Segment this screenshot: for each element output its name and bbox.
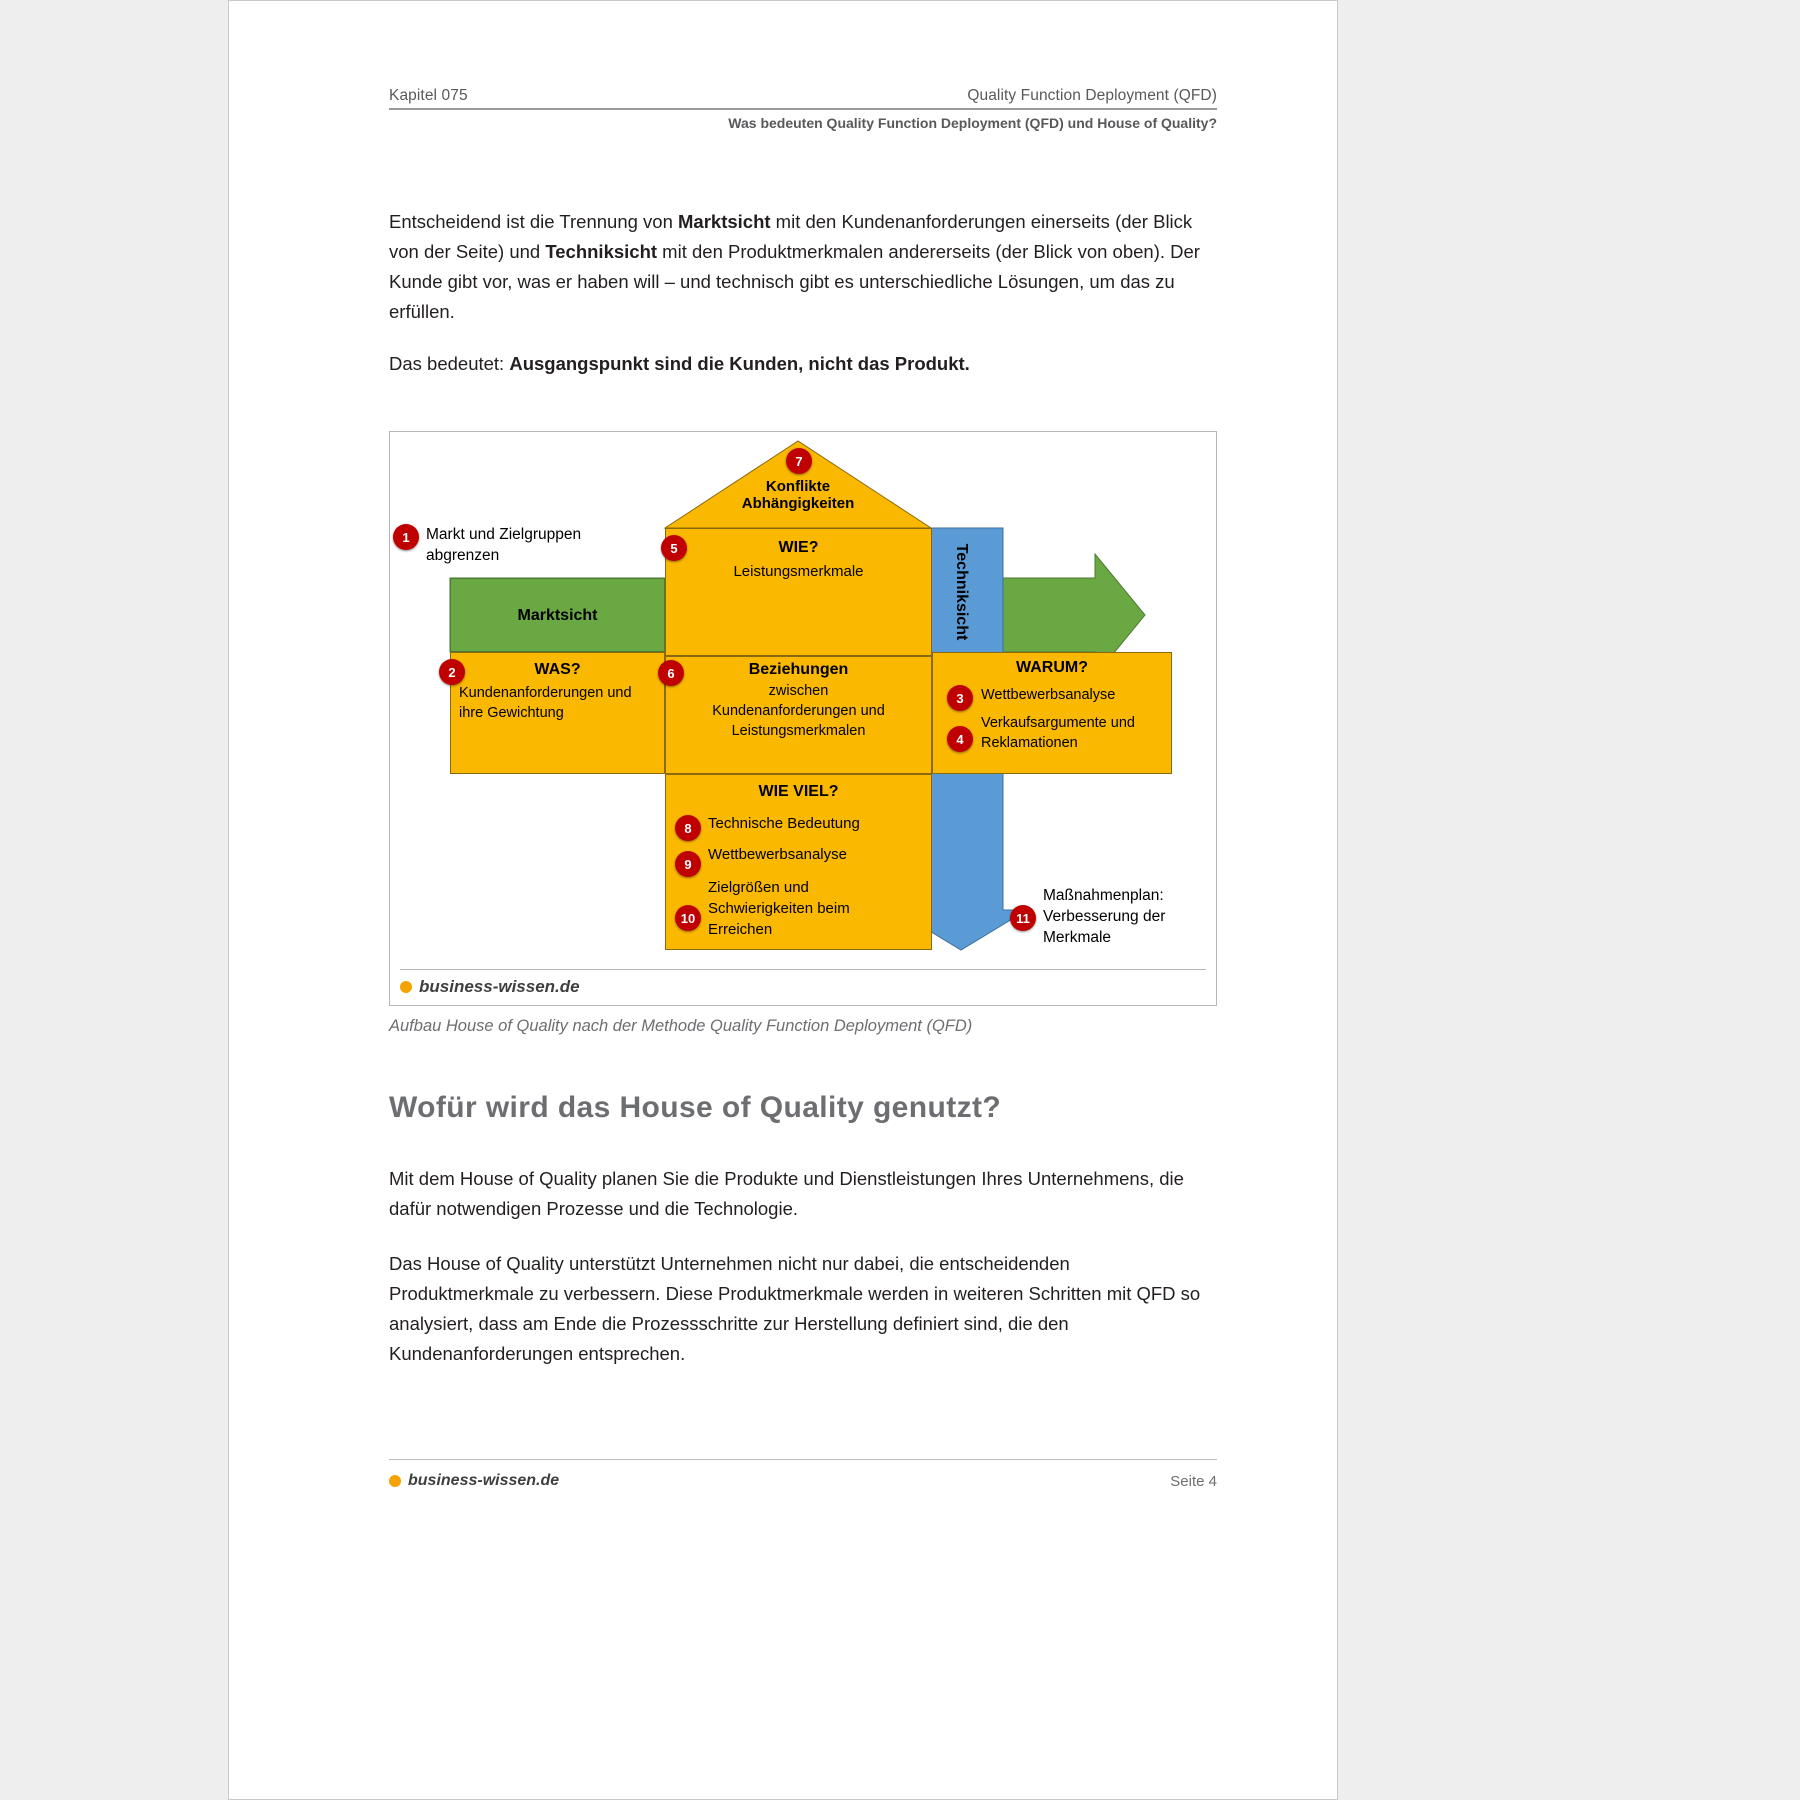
markt-line-1: Markt und Zielgruppen [426,526,582,543]
block-wie [665,528,932,656]
warum-item-4-line-2: Reklamationen [981,735,1078,751]
wieviel-item-10-line-2: Schwierigkeiten beim [708,900,850,917]
beziehungen-line-2: Kundenanforderungen und [712,703,885,719]
label-massnahmenplan [1043,885,1223,948]
marktsicht-label: Marktsicht [517,607,598,624]
badge-4: 4 [947,726,973,752]
block-marktsicht [450,578,665,652]
massnahmen-line-3: Merkmale [1043,929,1112,946]
page-number: Seite 4 [1170,1472,1217,1490]
footer-brand-dot-icon [389,1475,401,1487]
wie-subtitle: Leistungsmerkmale [733,563,864,580]
techniksicht-label: Techniksicht [953,543,970,641]
block-was [450,652,665,774]
roof-line-1: Konflikte [765,478,831,495]
paragraph-3: Mit dem House of Quality planen Sie die Produkte und Dienstleistungen Ihres Unternehmens, die dafür notwendigen Prozesse und die Technologie. [389,1168,1184,1219]
badge-8: 8 [675,815,701,841]
figure-brand [400,969,1206,997]
roof-labels [695,478,901,512]
badge-10: 10 [675,905,701,931]
was-title: WAS? [534,661,581,678]
badge-7: 7 [786,448,812,474]
header-title: Quality Function Deployment (QFD) [967,87,1217,104]
badge-3: 3 [947,685,973,711]
figure-caption: Aufbau House of Quality nach der Methode Quality Function Deployment (QFD) [389,1017,973,1035]
brand-dot-icon [400,981,412,993]
massnahmen-line-2: Verbesserung der [1043,908,1166,925]
wieviel-item-9: Wettbewerbsanalyse [708,846,847,863]
paragraph-2 [389,349,1219,379]
label-markt-zielgruppen [426,524,626,566]
figure-diagram [390,432,1216,1005]
warum-item-4-line-1: Verkaufsargumente und [981,715,1135,731]
wieviel-title: WIE VIEL? [758,783,839,800]
markt-line-2: abgrenzen [426,547,500,564]
p1-part-c: mit den Kundenanforderungen einerseits (der Blick von der Seite) und [389,211,1193,262]
section-heading: Wofür wird das House of Quality genutzt? [389,1091,1002,1124]
block-beziehungen [665,656,932,774]
block-techniksicht [919,528,1003,656]
beziehungen-line-1: zwischen [768,683,829,699]
document-page [228,0,1338,1800]
p2-bold: Ausgangspunkt sind die Kunden, nicht das Produkt. [509,353,970,374]
page-header [389,87,1217,131]
badge-6: 6 [658,660,684,686]
header-top-row [389,87,1217,105]
beziehungen-title: Beziehungen [748,661,849,678]
footer-brand-label: business-wissen.de [408,1472,560,1489]
wieviel-item-10-line-1: Zielgrößen und [708,879,809,896]
warum-item-3: Wettbewerbsanalyse [981,687,1116,703]
footer-divider [389,1459,1217,1460]
massnahmen-line-1: Maßnahmenplan: [1043,887,1164,904]
figure-house-of-quality [389,431,1217,1006]
header-subtitle: Was bedeuten Quality Function Deployment (QFD) und House of Quality? [728,115,1217,131]
paragraph-1 [389,207,1219,327]
p1-bold-marktsicht: Marktsicht [678,211,771,232]
wieviel-item-8: Technische Bedeutung [708,815,860,832]
was-line-2: ihre Gewichtung [459,705,564,721]
p1-part-d: mit den Produktmerkmalen andererseits (der Blick von oben). Der Kunde gibt vor, was er haben will – und technisch gibt es unterschiedliche Lösungen, um das zu erfüllen. [389,241,1200,322]
badge-2: 2 [439,659,465,685]
badge-1: 1 [393,524,419,550]
chapter-label: Kapitel 075 [389,87,468,104]
header-divider [389,108,1217,110]
block-wie-viel [665,774,932,950]
page-footer [389,1459,1217,1490]
footer-row [389,1472,1217,1490]
badge-11: 11 [1010,905,1036,931]
was-line-1: Kundenanforderungen und [459,685,632,701]
warum-title: WARUM? [1016,659,1088,676]
wie-title: WIE? [778,539,819,556]
wieviel-item-10-line-3: Erreichen [708,921,773,938]
beziehungen-line-3: Leistungsmerkmalen [731,723,866,739]
paragraph-4: Das House of Quality unterstützt Unternehmen nicht nur dabei, die entscheidenden Produktmerkmale zu verbessern. Diese Produktmerkmale werden in weiteren Schritten mit QFD so analysiert, dass am Ende die Prozessschritte zur Herstellung definiert sind, die den Kundenanforderungen entsprechen. [389,1253,1201,1364]
badge-5: 5 [661,535,687,561]
p2-part-a: Das bedeutet: [389,353,510,374]
block-warum [932,652,1172,774]
badge-9: 9 [675,851,701,877]
roof-line-2: Abhängigkeiten [741,495,855,512]
p1-bold-techniksicht: Techniksicht [545,241,658,262]
figure-brand-label: business-wissen.de [419,977,580,996]
p1-part-a: Entscheidend ist die Trennung von [389,211,678,232]
footer-brand [389,1472,559,1490]
